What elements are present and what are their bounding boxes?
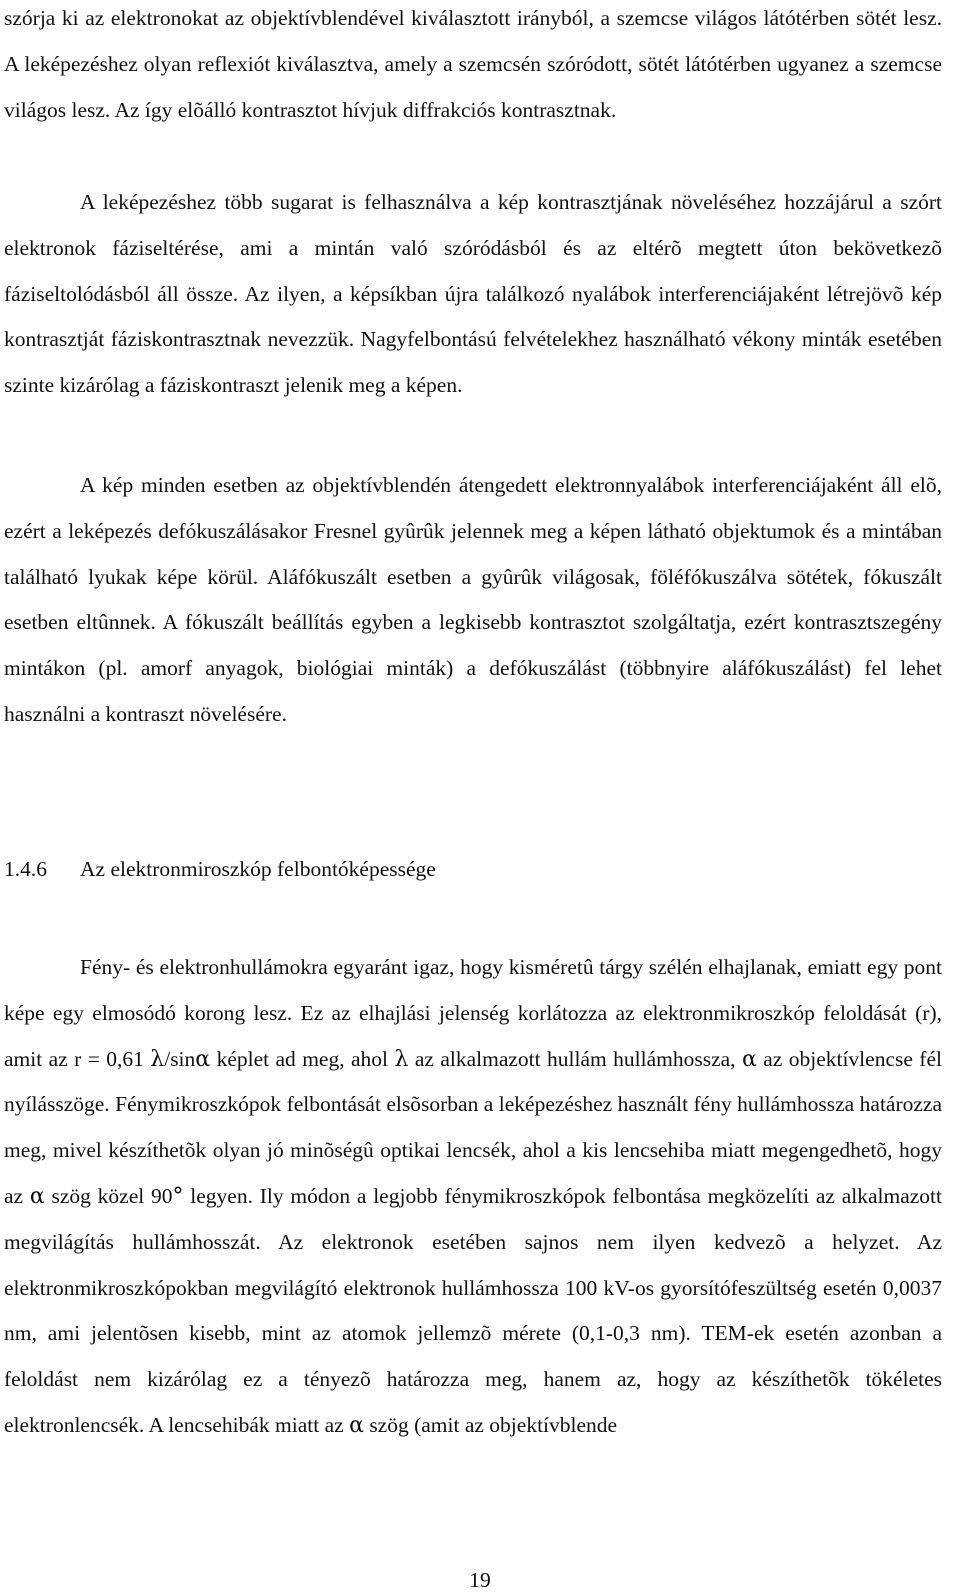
paragraph-4-text-1: Fény- és elektronhullámokra egyaránt igaz, hogy kisméretû tárgy szélén elhajlanak, emiatt egy pont képe egy elmosódó korong lesz. Ez az elhajlási jelenség korlátozza az elektronmikroszkóp feloldását (r), amit az r = 0,61 [4, 955, 942, 1071]
alpha-symbol: α [29, 1183, 45, 1209]
alpha-symbol: α [349, 1412, 364, 1438]
alpha-symbol: α [195, 1046, 211, 1072]
section-heading [4, 853, 436, 885]
body-paragraph-4 [4, 945, 942, 1449]
paragraph-4-text-7: legyen. Ily módon a legjobb fénymikroszkópok felbontása megközelíti az alkalmazott megvilágítás hullámhosszát. Az elektronok esetében sajnos nem ilyen kedvezõ a helyzet. Az elektronmikroszkópokban megvilágító elektronok hullámhossza 100 kV-os gyorsítófeszültség esetén 0,0037 nm, ami jelentõsen kisebb, mint az atomok jellemzõ mérete (0,1-0,3 nm). TEM-ek esetén azonban a feloldást nem kizárólag ez a tényezõ határozza meg, hanem az, hogy az készíthetõk tökéletes elektronlencsék. A lencsehibák miatt az [4, 1183, 942, 1437]
body-paragraph-2: A leképezéshez több sugarat is felhasználva a kép kontrasztjának növeléséhez hozzájárul a szórt elektronok fáziseltérése, ami a mintán való szóródásból és az eltérõ megtett úton bekövetkezõ fáziseltolódásból áll össze. Az ilyen, a képsíkban újra találkozó nyalábok interferenciájaként létrejövõ kép kontrasztját fáziskontrasztnak nevezzük. Nagyfelbontású felvételekhez használható vékony minták esetében szinte kizárólag a fáziskontraszt jelenik meg a képen. [4, 190, 942, 398]
section-number: 1.4.6 [4, 857, 47, 881]
paragraph-4-text-8: szög (amit az objektívblende [363, 1412, 618, 1437]
body-paragraph-3: A kép minden esetben az objektívblendén átengedett elektronnyalábok interferenciájaként áll elõ, ezért a leképezés defókuszálásakor Fresnel gyûrûk jelennek meg a képen látható objektumok és a mintában található lyukak képe körül. Aláfókuszált esetben a gyûrûk világosak, föléfókuszálva sötétek, fókuszált esetben eltûnnek. A fókuszált beállítás egyben a legkisebb kontrasztot szolgáltatja, ezért kontrasztszegény mintákon (pl. amorf anyagok, biológiai minták) a defókuszálást (többnyire aláfókuszálást) fel lehet használni a kontraszt növelésére. [4, 473, 942, 726]
lambda-symbol: λ [394, 1046, 409, 1072]
body-paragraph-1: szórja ki az elektronokat az objektívblendével kiválasztott irányból, a szemcse világos látótérben sötét lesz. A leképezéshez olyan reflexiót kiválasztva, amely a szemcsén szóródott, sötét látótérben ugyanez a szemcse világos lesz. Az így elõálló kontrasztot hívjuk diffrakciós kontrasztnak. [4, 6, 942, 122]
page-number: 19 [469, 1568, 491, 1592]
paragraph-4-text-5: az objektívlencse fél nyílásszöge. Fénymikroszkópok felbontását elsõsorban a leképezéshez használt fény hullámhossza határozza meg, mivel készíthetõk olyan jó minõségû optikai lencsék, ahol a kis lencsehiba miatt megengedhetõ, hogy az [4, 1046, 942, 1208]
section-title: Az elektronmiroszkóp felbontóképessége [80, 857, 436, 881]
paragraph-4-text-4: az alkalmazott hullám hullámhossza, [408, 1046, 742, 1071]
lambda-symbol: λ [150, 1046, 165, 1072]
paragraph-4-text-2: /sin [164, 1046, 196, 1071]
degree-symbol: ° [172, 1183, 184, 1209]
paragraph-4-text-6: szög közel 90 [44, 1183, 173, 1208]
alpha-symbol: α [741, 1046, 757, 1072]
paragraph-4-text-3: képlet ad meg, ahol [210, 1046, 395, 1071]
